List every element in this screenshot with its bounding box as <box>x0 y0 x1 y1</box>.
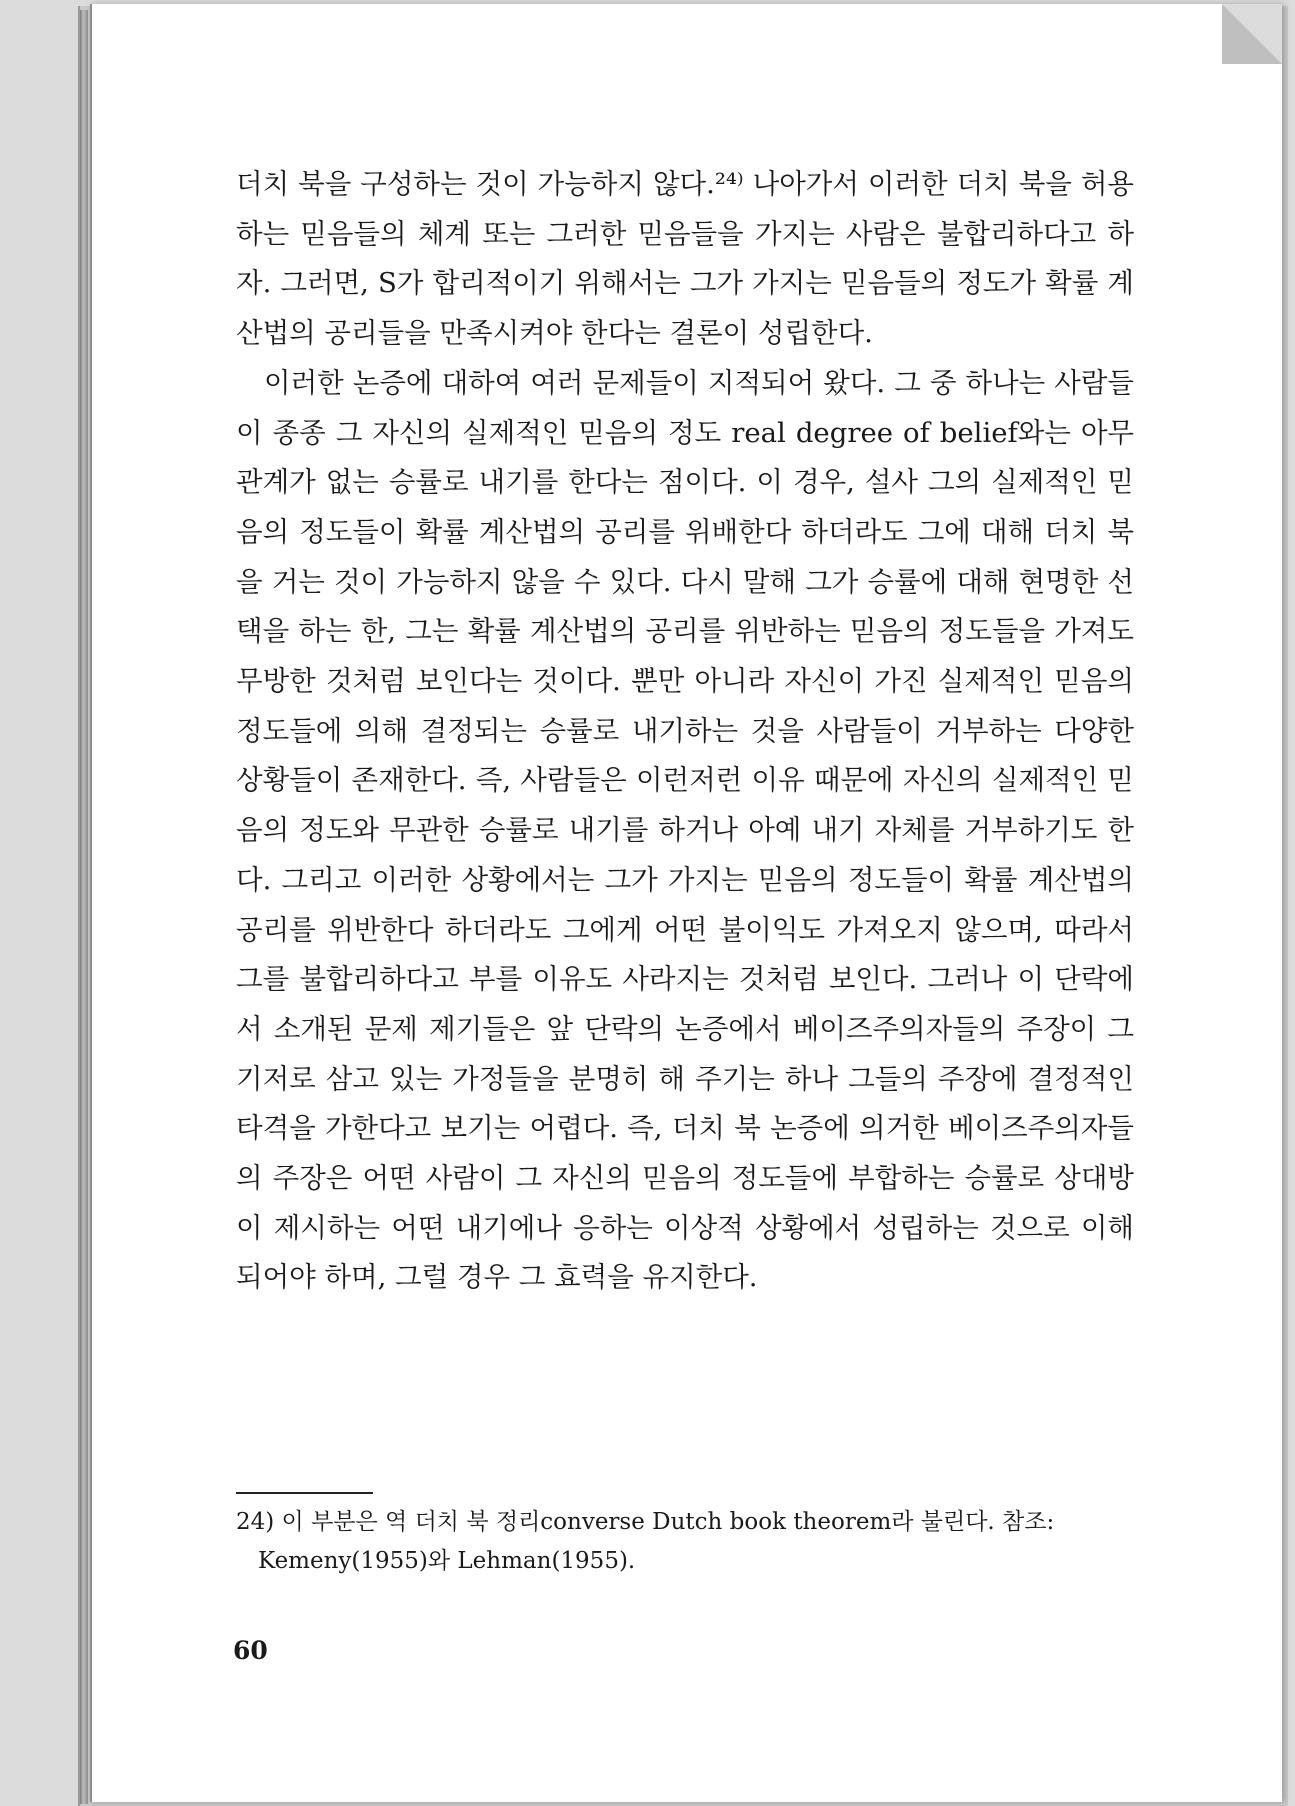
main-text <box>236 160 1134 1303</box>
page-number: 60 <box>233 1636 268 1665</box>
footnote-line-2: Kemeny(1955)와 Lehman(1955). <box>258 1548 636 1574</box>
page-corner <box>1222 4 1282 64</box>
footnote-line-1: 24) 이 부분은 역 더치 북 정리converse Dutch book theorem라 불린다. 참조: <box>236 1509 1055 1535</box>
footnote <box>236 1503 1134 1581</box>
page-edge <box>80 10 88 1804</box>
paragraph-2: 이러한 논증에 대하여 여러 문제들이 지적되어 왔다. 그 중 하나는 사람들이 종종 그 자신의 실제적인 믿음의 정도 real degree of belief와는 아무 관계가 없는 승률로 내기를 한다는 점이다. 이 경우, 설사 그의 실제적인 믿음의 정도들이 확률 계산법의 공리를 위배한다 하더라도 그에 대해 더치 북을 거는 것이 가능하지 않을 수 있다. 다시 말해 그가 승률에 대해 현명한 선택을 하는 한, 그는 확률 계산법의 공리를 위반하는 믿음의 정도들을 가져도 무방한 것처럼 보인다는 것이다. 뿐만 아니라 자신이 가진 실제적인 믿음의 정도들에 의해 결정되는 승률로 내기하는 것을 사람들이 거부하는 다양한 상황들이 존재한다. 즉, 사람들은 이런저런 이유 때문에 자신의 실제적인 믿음의 정도와 무관한 승률로 내기를 하거나 아예 내기 자체를 거부하기도 한다. 그리고 이러한 상황에서는 그가 가지는 믿음의 정도들이 확률 계산법의 공리를 위반한다 하더라도 그에게 어떤 불이익도 가져오지 않으며, 따라서 그를 불합리하다고 부를 이유도 사라지는 것처럼 보인다. 그러나 이 단락에서 소개된 문제 제기들은 앞 단락의 논증에서 베이즈주의자들의 주장이 그 기저로 삼고 있는 가정들을 분명히 해 주기는 하나 그들의 주장에 결정적인 타격을 가한다고 보기는 어렵다. 즉, 더치 북 논증에 의거한 베이즈주의자들의 주장은 어떤 사람이 그 자신의 믿음의 정도들에 부합하는 승률로 상대방이 제시하는 어떤 내기에나 응하는 이상적 상황에서 성립하는 것으로 이해되어야 하며, 그럴 경우 그 효력을 유지한다. <box>236 366 1134 1294</box>
footnote-divider <box>236 1492 373 1494</box>
paragraph-1: 더치 북을 구성하는 것이 가능하지 않다.²⁴⁾ 나아가서 이러한 더치 북을 허용하는 믿음들의 체계 또는 그러한 믿음들을 가지는 사람은 불합리하다고 하자. 그러면, S가 합리적이기 위해서는 그가 가지는 믿음들의 정도가 확률 계산법의 공리들을 만족시켜야 한다는 결론이 성립한다. <box>236 168 1134 350</box>
